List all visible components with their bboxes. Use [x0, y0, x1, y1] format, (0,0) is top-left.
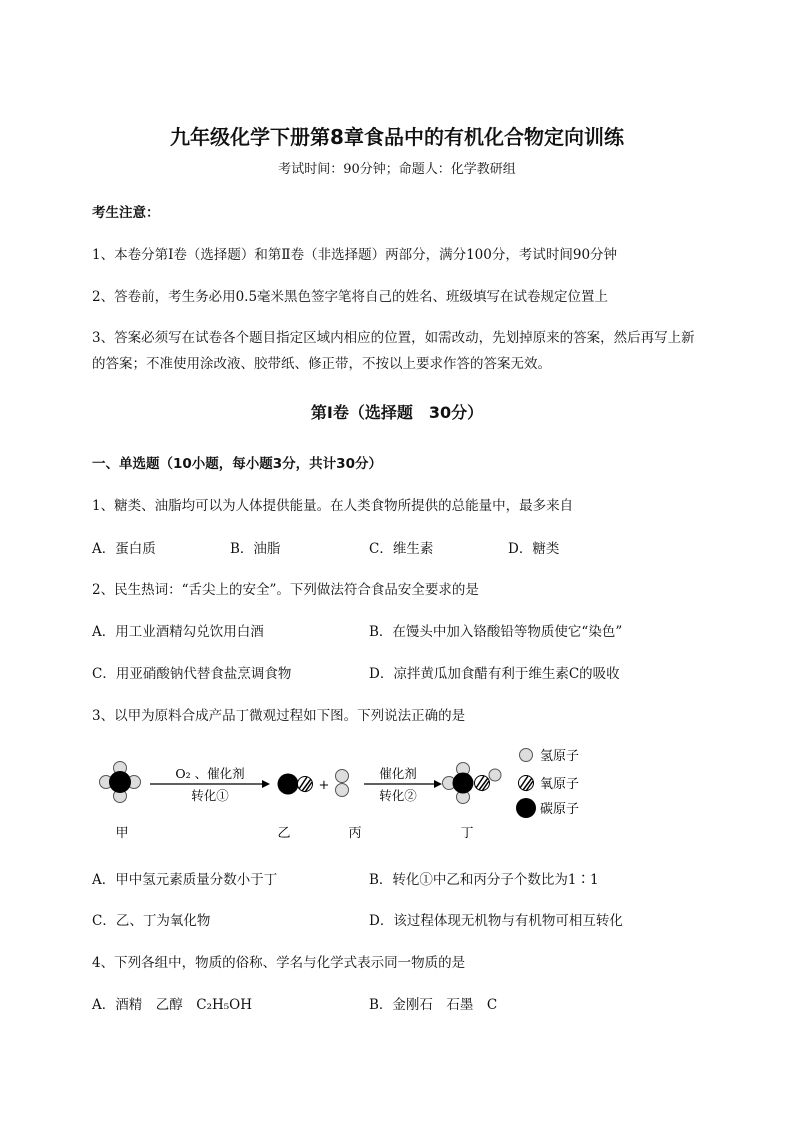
- exam-info: 考试时间：90分钟；命题人：化学教研组: [278, 162, 516, 177]
- label-yi: 乙: [277, 826, 291, 841]
- question-2-stem: 2、民生热词：“舌尖上的安全”。下列做法符合食品安全要求的是: [92, 582, 479, 598]
- q3-option-b: B．转化①中乙和丙分子个数比为1∶1: [369, 872, 599, 888]
- legend-carbon: 碳原子: [540, 802, 580, 817]
- notice-item-1: 1、本卷分第Ⅰ卷（选择题）和第Ⅱ卷（非选择题）两部分，满分100分，考试时间90分钟: [92, 247, 618, 263]
- part-heading: 一、单选题（10小题，每小题3分，共计30分）: [92, 456, 382, 472]
- arrow-1-label: 转化①: [191, 788, 229, 803]
- q1-option-b: B．油脂: [230, 541, 281, 557]
- legend-oxygen: 氧原子: [540, 777, 580, 792]
- page-title: 九年级化学下册第8章食品中的有机化合物定向训练: [170, 125, 624, 149]
- carbon-atom-icon: [516, 798, 536, 818]
- molecule-ding: [443, 763, 502, 804]
- legend-hydrogen: 氢原子: [540, 749, 580, 764]
- q2-option-c: C．用亚硝酸钠代替食盐烹调食物: [92, 666, 292, 682]
- molecule-yi: [278, 774, 313, 795]
- question-3-stem: 3、以甲为原料合成产品丁微观过程如下图。下列说法正确的是: [92, 708, 466, 724]
- molecule-bing: [336, 770, 349, 797]
- q3-option-c: C．乙、丁为氧化物: [92, 913, 211, 929]
- arrow-2-condition: 催化剂: [379, 766, 417, 781]
- arrow-1-condition: O₂ 、催化剂: [175, 766, 245, 781]
- notice-item-2: 2、答卷前，考生务必用0.5毫米黑色签字笔将自己的姓名、班级填写在试卷规定位置上: [92, 289, 609, 305]
- reaction-diagram: [92, 738, 702, 848]
- molecule-jia: [100, 762, 141, 803]
- arrow-2: [364, 766, 442, 803]
- label-jia: 甲: [115, 826, 129, 841]
- question-1-stem: 1、糖类、油脂均可以为人体提供能量。在人类食物所提供的总能量中，最多来自: [92, 498, 574, 514]
- q3-option-d: D．该过程体现无机物与有机物可相互转化: [369, 913, 623, 929]
- q2-option-b: B．在馒头中加入铬酸铅等物质使它“染色”: [369, 624, 623, 640]
- q4-option-a: A．酒精 乙醇 C₂H₅OH: [92, 997, 253, 1013]
- notice-heading: 考生注意：: [92, 205, 160, 221]
- oxygen-atom-icon: [519, 776, 534, 792]
- notice-item-3: 3、答案必须写在试卷各个题目指定区域内相应的位置，如需改动，先划掉原来的答案，然后再写上新: [92, 330, 695, 346]
- arrow-2-label: 转化②: [379, 788, 417, 803]
- arrow-1: [150, 766, 270, 803]
- q3-option-a: A．甲中氢元素质量分数小于丁: [92, 872, 278, 888]
- q2-option-d: D．凉拌黄瓜加食醋有利于维生素C的吸收: [369, 666, 620, 682]
- legend: [516, 749, 579, 819]
- notice-item-3-cont: 的答案；不准使用涂改液、胶带纸、修正带，不按以上要求作答的答案无效。: [92, 356, 551, 372]
- question-4-stem: 4、下列各组中，物质的俗称、学名与化学式表示同一物质的是: [92, 955, 466, 971]
- q2-option-a: A．用工业酒精勾兑饮用白酒: [92, 624, 264, 640]
- q4-option-b: B．金刚石 石墨 C: [369, 997, 498, 1013]
- q1-option-c: C．维生素: [369, 541, 434, 557]
- label-bing: 丙: [348, 826, 362, 841]
- hydrogen-atom-icon: [520, 749, 533, 762]
- section-title: 第Ⅰ卷（选择题 30分）: [310, 403, 484, 422]
- plus-sign: +: [318, 778, 330, 793]
- label-ding: 丁: [460, 826, 474, 841]
- q1-option-d: D．糖类: [508, 541, 560, 557]
- q1-option-a: A．蛋白质: [92, 541, 156, 557]
